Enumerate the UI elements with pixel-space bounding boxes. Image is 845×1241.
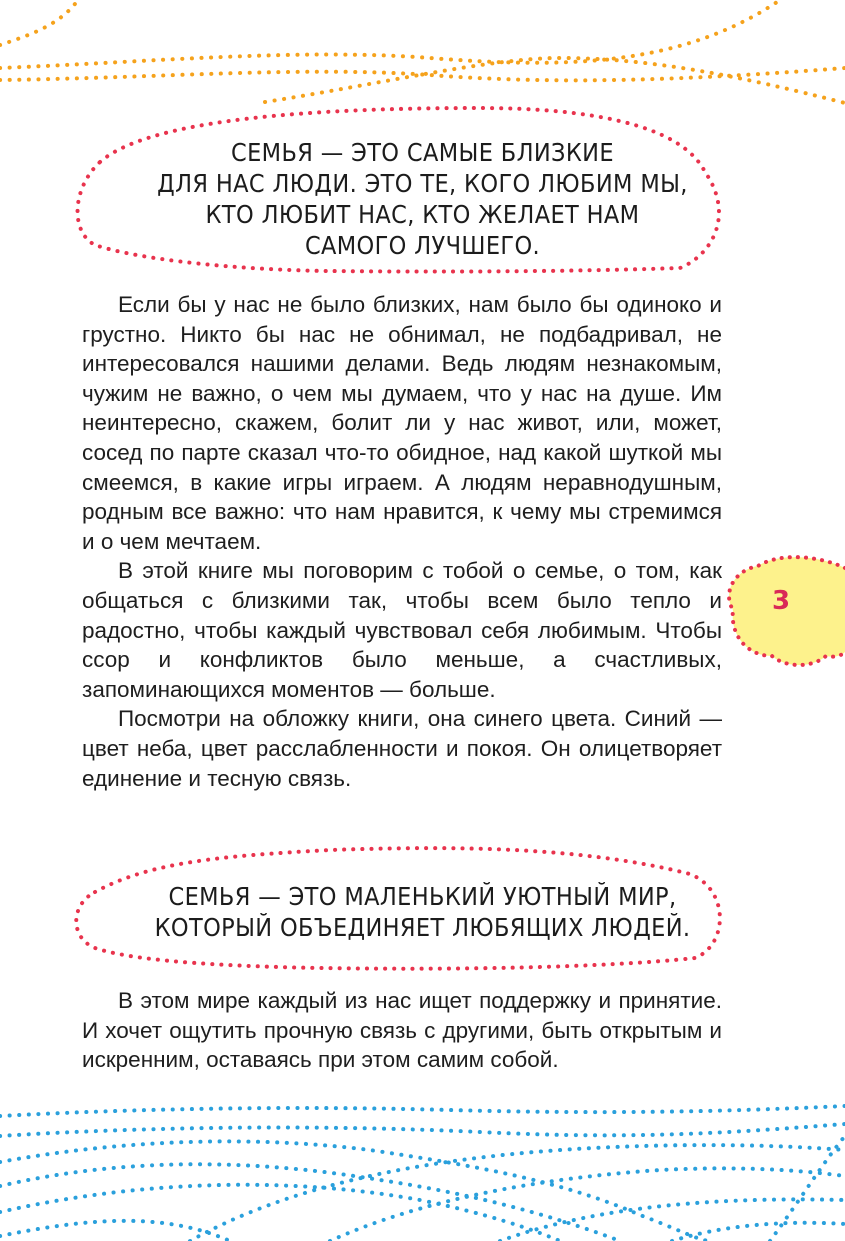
paragraph: В этой книге мы поговорим с тобой о семье, о том, как общаться с близкими так, чтобы всем было тепло и радостно, чтобы каждый чувствовал себя любимым. Чтобы ссор и конфликтов было меньше, а счастливых, запоминающихся моментов — больше. bbox=[82, 558, 722, 702]
orange-dotted-line bbox=[0, 0, 780, 68]
paragraph: В этом мире каждый из нас ищет поддержку и принятие. И хочет ощутить прочную связь с другими, быть открытым и искренним, оставаясь при этом самим собой. bbox=[82, 988, 722, 1073]
blue-dotted-line bbox=[500, 1199, 845, 1241]
paragraph: Посмотри на обложку книги, она синего цвета. Синий — цвет неба, цвет расслабленности и покоя. Он олицетворяет единение и тесную связь. bbox=[82, 706, 722, 791]
main-text bbox=[82, 290, 722, 793]
quote-top-line: КТО ЛЮБИТ НАС, КТО ЖЕЛАЕТ НАМ bbox=[205, 200, 640, 229]
orange-dotted-line bbox=[0, 68, 845, 80]
quote-bottom-line: КОТОРЫЙ ОБЪЕДИНЯЕТ ЛЮБЯЩИХ ЛЮДЕЙ. bbox=[154, 913, 691, 942]
blue-dotted-line bbox=[0, 1221, 230, 1241]
quote-top-line: САМОГО ЛУЧШЕГО. bbox=[304, 231, 541, 260]
quote-top-line: СЕМЬЯ — ЭТО САМЫЕ БЛИЗКИЕ bbox=[231, 138, 614, 167]
quote-bottom bbox=[0, 881, 845, 943]
blue-dotted-waves bbox=[0, 1106, 845, 1241]
quote-top-line: ДЛЯ НАС ЛЮДИ. ЭТО ТЕ, КОГО ЛЮБИМ МЫ, bbox=[157, 169, 688, 198]
paragraph: Если бы у нас не было близких, нам было бы одиноко и грустно. Никто бы нас не обнимал, не подбадривал, не интересовался нашими делами. Ведь людям незнакомым, чужим не важно, о чем мы думаем, что у нас на душе. Им неинтересно, скажем, болит ли у нас живот, или, может, сосед по парте сказал что-то обидное, над какой шуткой мы смеемся, в какие игры играем. А людям неравнодушным, родным все важно: что нам нравится, к чему мы стремимся и о чем мечтаем. bbox=[82, 292, 722, 554]
quote-top bbox=[0, 137, 845, 261]
blue-dotted-line bbox=[0, 1124, 845, 1136]
closing-text bbox=[82, 986, 722, 1075]
blue-dotted-line bbox=[0, 1164, 620, 1241]
quote-bottom-line: СЕМЬЯ — ЭТО МАЛЕНЬКИЙ УЮТНЫЙ МИР, bbox=[168, 882, 677, 911]
orange-dotted-line bbox=[0, 0, 78, 45]
orange-dotted-ribbons bbox=[0, 0, 845, 103]
blue-dotted-line bbox=[0, 1106, 845, 1116]
page-number: 3 bbox=[771, 586, 791, 616]
